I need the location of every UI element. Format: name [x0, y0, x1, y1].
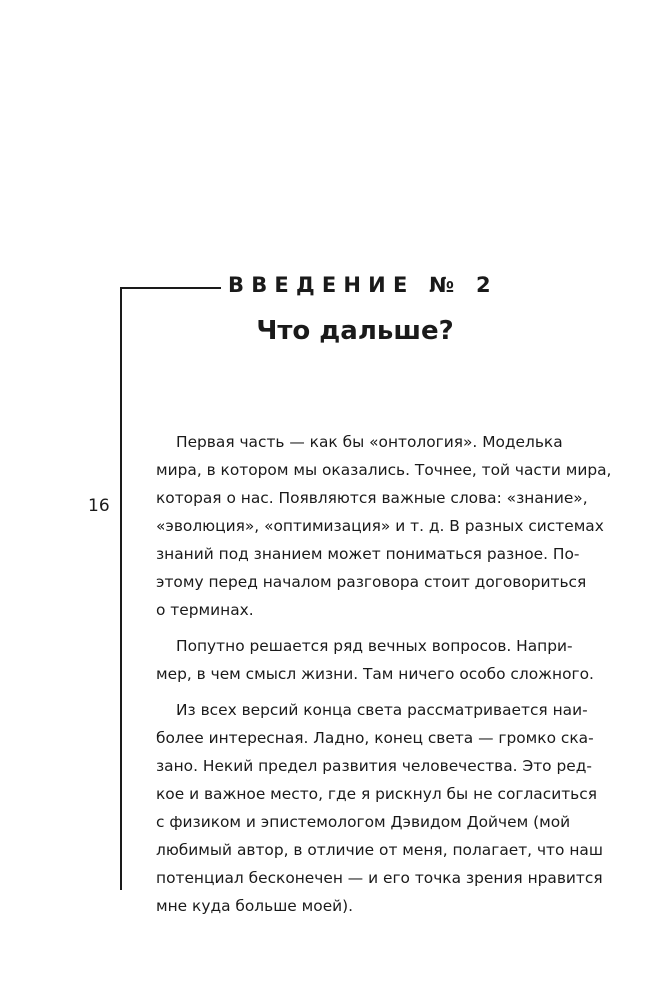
page-number: 16 — [88, 496, 110, 516]
frame-side-rule — [120, 287, 122, 890]
paragraph — [156, 428, 612, 624]
text-line: которая о нас. Появляются важные слова: «знание», — [156, 489, 588, 507]
text-line: знаний под знанием может пониматься разное. По- — [156, 545, 580, 563]
text-line: «эволюция», «оптимизация» и т. д. В разных системах — [156, 517, 604, 535]
text-line: Попутно решается ряд вечных вопросов. Напри- — [176, 637, 573, 655]
text-line: мне куда больше моей). — [156, 897, 354, 915]
text-line: кое и важное место, где я рискнул бы не согласиться — [156, 785, 597, 803]
text-line: Из всех версий конца света рассматривается наи- — [176, 701, 588, 719]
body-text — [156, 428, 612, 928]
frame-top-rule — [120, 287, 221, 289]
text-line: любимый автор, в отличие от меня, полагает, что наш — [156, 841, 603, 859]
text-line: потенциал бесконечен — и его точка зрения нравится — [156, 869, 603, 887]
text-line: этому перед началом разговора стоит договориться — [156, 573, 587, 591]
text-line: более интересная. Ладно, конец света — громко ска- — [156, 729, 594, 747]
paragraph — [156, 696, 603, 920]
section-label: ВВЕДЕНИЕ № 2 — [228, 273, 498, 297]
text-line: Первая часть — как бы «онтология». Моделька — [176, 433, 563, 451]
chapter-title: Что дальше? — [256, 316, 454, 346]
text-line: мира, в котором мы оказались. Точнее, той части мира, — [156, 461, 612, 479]
paragraph — [156, 632, 594, 688]
text-line: зано. Некий предел развития человечества. Это ред- — [156, 757, 592, 775]
text-line: с физиком и эпистемологом Дэвидом Дойчем (мой — [156, 813, 571, 831]
text-line: мер, в чем смысл жизни. Там ничего особо сложного. — [156, 665, 594, 683]
text-line: о терминах. — [156, 601, 254, 619]
